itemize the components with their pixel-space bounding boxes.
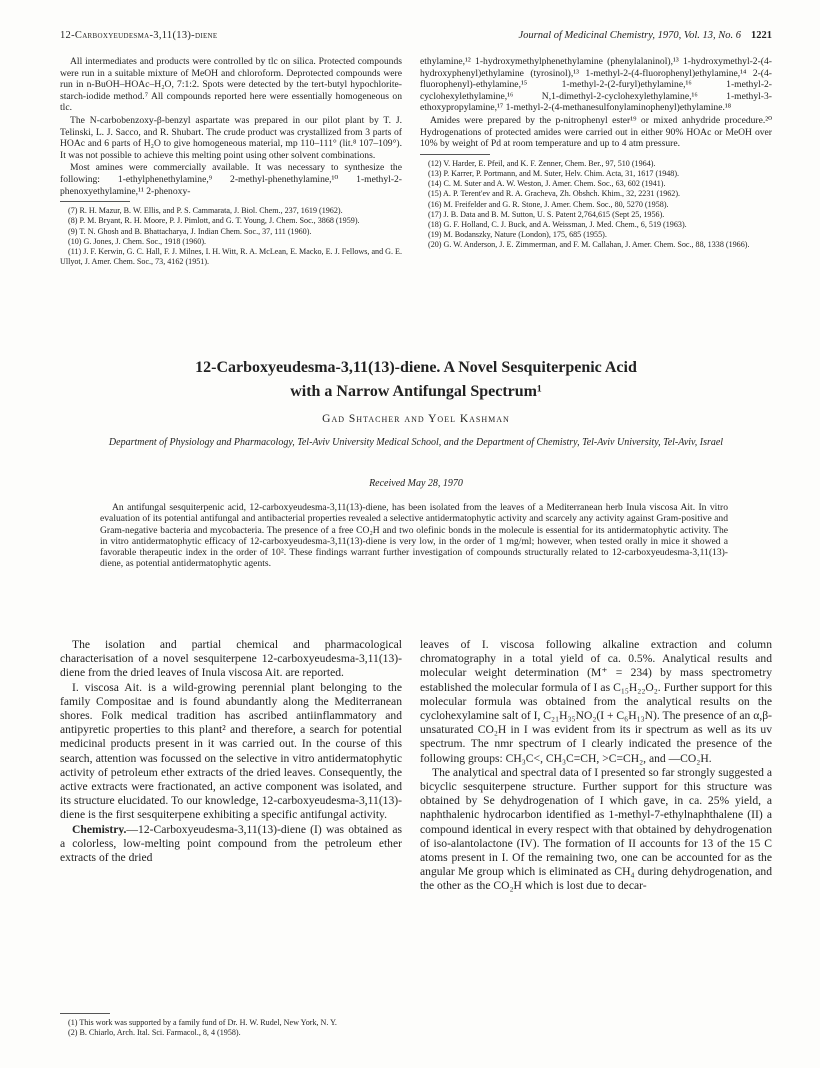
reference-item: (7) R. H. Mazur, B. W. Ellis, and P. S. Cammarata, J. Biol. Chem., 237, 1619 (1962). xyxy=(68,206,343,216)
section-heading: Chemistry. xyxy=(72,822,127,836)
footnotes xyxy=(60,1013,402,1038)
received-date: Received May 28, 1970 xyxy=(369,478,463,489)
paragraph: Amides were prepared by the p-nitrophenyl ester¹⁹ or mixed anhydride procedure.²⁰ Hydrogenations of protected amides were carried out in either 90% HOAc or MeOH over 10% by weight of Pd at room temperature and up to 4 atm pressure. xyxy=(420,114,772,150)
paragraph: Most amines were commercially available. It was necessary to synthesize the following: 1-ethylphenethylamine,⁹ 2-methyl-phenethylamine,¹⁰ 1-methyl-2-phenoxyethylamine,¹¹ 2-phenoxy- xyxy=(60,162,402,197)
journal-citation xyxy=(518,30,772,41)
reference-item: (12) V. Harder, E. Pfeil, and K. F. Zenner, Chem. Ber., 97, 510 (1964). xyxy=(428,158,656,168)
reference-list xyxy=(420,159,772,251)
paragraph: The N-carbobenzoxy-β-benzyl aspartate was prepared in our pilot plant by T. J. Telinski, L. J. Sacco, and R. Shubart. The crude product was crystallized from 3 parts of HOAc and 6 parts of H₂O to give homogeneous material, mp 110–111° (lit.⁸ 107–109°). It was not possible to achieve this melting point using other solvent combinations. xyxy=(60,114,402,161)
reference-item: (19) M. Bodanszky, Nature (London), 175, 685 (1955). xyxy=(428,230,607,240)
paragraph: I. viscosa Ait. is a wild-growing perennial plant belonging to the family Compositae and is found abundantly along the Mediterranean shores. Folk medical tradition has ascribed antiinflammatory and antipyretic properties to this plant² and therefore, a search for potential medicinal products present in it was carried out. In the course of this search, attention was focussed on the selective in vitro antidermatophytic activity of petroleum ether extracts of the dried leaves. Consequently, the active extracts were fractionated, an active component was isolated, and its structure elucidated. To our knowledge, 12-carboxyeudesma-3,11(13)-diene is the first sesquiterpene exhibiting a specific antifungal activity. xyxy=(60,680,402,822)
paragraph: All intermediates and products were controlled by tlc on silica. Protected compounds were run in a suitable mixture of MeOH and chloroform. Deprotected compounds were run in n-BuOH–HOAc–H₂O, 7:1:2. Spots were detected by the tert-butyl hypochlorite-starch-iodide method.⁷ All compounds reported here were essentially homogeneous on tlc. xyxy=(60,56,402,114)
reference-item: (20) G. W. Anderson, J. E. Zimmerman, and F. M. Callahan, J. Amer. Chem. Soc., 88, 1338 (1966). xyxy=(428,240,750,250)
top-right-column xyxy=(420,56,772,251)
body-left-column xyxy=(60,638,402,865)
reference-item: (9) T. N. Ghosh and B. Bhattacharya, J. Indian Chem. Soc., 37, 111 (1960). xyxy=(68,226,312,236)
footnote-item: (1) This work was supported by a family fund of Dr. H. W. Rudel, New York, N. Y. xyxy=(68,1018,337,1027)
divider xyxy=(420,154,490,155)
reference-item: (16) M. Freifelder and G. R. Stone, J. Amer. Chem. Soc., 80, 5270 (1958). xyxy=(428,199,669,209)
reference-item: (18) G. F. Holland, C. J. Buck, and A. Weissman, J. Med. Chem., 6, 519 (1963). xyxy=(428,219,687,229)
top-left-column xyxy=(60,56,402,267)
reference-item: (15) A. P. Terent'ev and R. A. Gracheva, Zh. Obshch. Khim., 32, 2231 (1962). xyxy=(428,189,681,199)
article-title xyxy=(60,356,772,404)
reference-item: (10) G. Jones, J. Chem. Soc., 1918 (1960). xyxy=(68,236,207,246)
authors: Gad Shtacher and Yoel Kashman xyxy=(322,413,510,425)
reference-item: (14) C. M. Suter and A. W. Weston, J. Amer. Chem. Soc., 63, 602 (1941). xyxy=(428,179,666,189)
running-title: 12-Carboxyeudesma-3,11(13)-diene xyxy=(60,30,218,41)
reference-item: (8) P. M. Bryant, R. H. Moore, P. J. Pimlott, and G. T. Young, J. Chem. Soc., 3868 (1959). xyxy=(68,216,360,226)
body-right-column xyxy=(420,638,772,894)
reference-item: (11) J. F. Kerwin, G. C. Hall, F. J. Milnes, I. H. Witt, R. A. McLean, E. Macko, E. J. Fellows, and G. E. Ullyot, J. Amer. Chem. Soc., 73, 4162 (1951). xyxy=(60,246,403,267)
paragraph: The isolation and partial chemical and pharmacological characterisation of a novel sesquiterpene 12-carboxyeudesma-3,11(13)-diene from the dried leaves of Inula viscosa Ait. are reported. xyxy=(60,638,402,680)
paragraph: leaves of I. viscosa following alkaline extraction and column chromatography in a total yield of ca. 0.5%. Analytical results and molecular weight determination (M⁺ = 234) by mass spectrometry established the molecular formula of I as C₁₅H₂₂O₂. Further support for this molecular formula was obtained from the analytical results on the cyclohexylamine salt of I, C₂₁H₃₅NO₂(I + C₆H₁₃N). The presence of an α,β-unsaturated CO₂H in I was evident from its ir spectrum as well as its uv spectrum. The nmr spectrum of I clearly indicated the presence of the following groups: CH₃C<, CH₃C=CH, >C=CH₂, and —CO₂H. xyxy=(420,638,772,765)
reference-item: (17) J. B. Data and B. M. Sutton, U. S. Patent 2,764,615 (Sept 25, 1956). xyxy=(428,209,665,219)
page-number: 1221 xyxy=(751,30,772,41)
footnote-item: (2) B. Chiarlo, Arch. Ital. Sci. Farmacol., 8, 4 (1958). xyxy=(68,1028,241,1037)
reference-item: (13) P. Karrer, P. Portmann, and M. Suter, Helv. Chim. Acta, 31, 1617 (1948). xyxy=(428,168,680,178)
paragraph xyxy=(60,823,402,866)
title-line: 12-Carboxyeudesma-3,11(13)-diene. A Novel Sesquiterpenic Acid xyxy=(195,359,637,376)
abstract: An antifungal sesquiterpenic acid, 12-carboxyeudesma-3,11(13)-diene, has been isolated from the leaves of a Mediterranean herb Inula viscosa Ait. In vitro evaluation of its potential antifungal and antibacterial properties revealed a selective antidermatophytic activity and scarcely any activity against Gram-positive and Gram-negative bacteria and mycobacteria. The presence of a free CO₂H and two olefinic bonds in the molecule is essential for its antidermatophytic activity. The in vitro antidermatophytic efficacy of 12-carboxyeudesma-3,11(13)-diene is very low, in the order of 1 mg/ml; however, when tested orally in mice it showed a favorable therapeutic index in the order of 10². These findings warrant further investigation of compounds structurally related to 12-carboxyeudesma-3,11(13)-diene, as potential antidermatophytic agents. xyxy=(100,502,728,570)
paragraph-text: —12-Carboxyeudesma-3,11(13)-diene (I) was obtained as a colorless, low-melting point compound from the petroleum ether extracts of the dried xyxy=(60,822,402,865)
divider xyxy=(60,1013,110,1014)
journal-name: Journal of Medicinal Chemistry, 1970, Vol. 13, No. 6 xyxy=(518,30,741,41)
paragraph: The analytical and spectral data of I presented so far strongly suggested a bicyclic sesquiterpene structure. Further support for this structure was obtained by Se dehydrogenation of I which gave, in ca. 25% yield, a naphthalenic hydrocarbon identified as 1-methyl-7-ethylnaphthalene (II) a compound identical in every respect with that obtained by dehydrogenation of iso-alantolactone (IV). The formation of II accounts for 13 of the 15 C atoms present in I. Of the remaining two, one can be accounted for as the angular Me group which is eliminated as CH₄ during dehydrogenation, and the other as the CO₂H which is lost due to decar- xyxy=(420,765,772,893)
affiliation: Department of Physiology and Pharmacology, Tel-Aviv University Medical School, and the Department of Chemistry, Tel-Aviv University, Tel-Aviv, Israel xyxy=(108,437,724,448)
divider xyxy=(60,201,130,202)
running-header xyxy=(60,30,772,46)
paragraph: ethylamine,¹² 1-hydroxymethylphenethylamine (phenylalaninol),¹³ 1-hydroxymethyl-2-(4-hydroxyphenyl)ethylamine (tyrosinol),¹³ 1-methyl-2-(4-fluorophenyl)ethylamine,¹⁴ 2-(4-fluorophenyl)-ethylamine,¹⁵ 1-methyl-2-(2-furyl)ethylamine,¹⁶ 1-methyl-2-cyclohexylethylamine,¹⁶ N,1-dimethyl-2-cyclohexylethylamine,¹⁶ 1-methyl-3-ethoxypropylamine,¹⁷ 1-methyl-2-(4-methanesulfonylaminophenyl)ethylamine.¹⁸ xyxy=(420,56,772,114)
title-line: with a Narrow Antifungal Spectrum¹ xyxy=(290,383,542,400)
reference-list xyxy=(60,206,402,267)
